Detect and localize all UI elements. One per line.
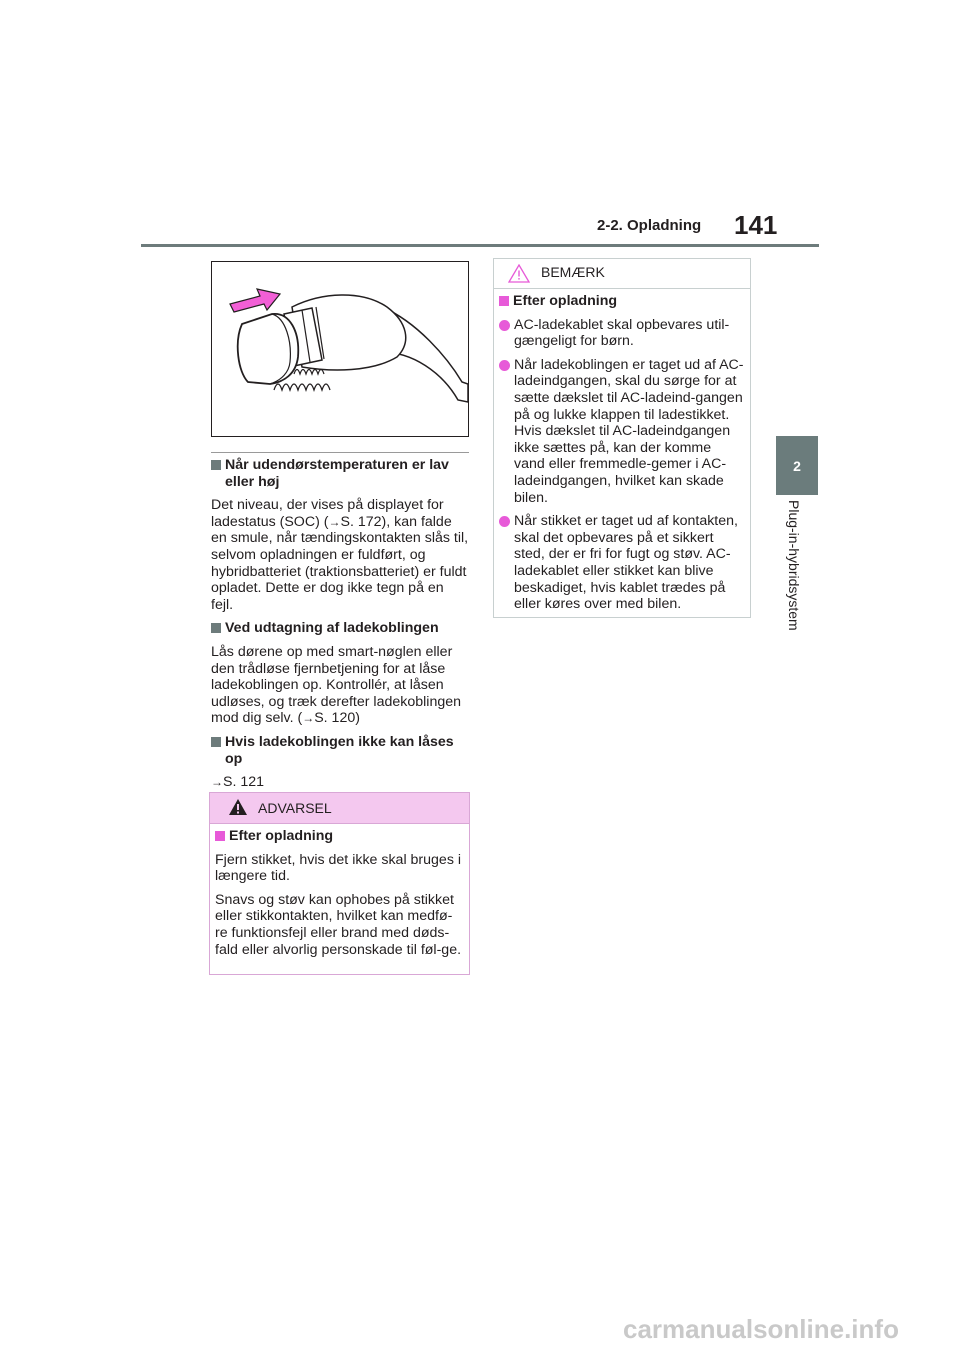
warning-box bbox=[209, 792, 470, 975]
subheading-cannot-unlock: Hvis ladekoblingen ikke kan låses op bbox=[211, 734, 469, 767]
connector-figure bbox=[211, 261, 469, 437]
notice-label: BEMÆRK bbox=[541, 264, 605, 280]
arrow-icon: → bbox=[302, 711, 315, 726]
warning-label: ADVARSEL bbox=[258, 800, 332, 816]
warning-body bbox=[210, 824, 469, 958]
page-reference-link[interactable]: S. 172 bbox=[340, 513, 382, 530]
square-bullet-icon bbox=[211, 737, 221, 747]
chapter-tab bbox=[776, 436, 818, 495]
warning-paragraph: Snavs og støv kan ophobes på stikket eller stikkontakten, hvilket kan medfø-re funktionsfejl eller brand med døds-fald eller alvorlig personskade til føl-ge. bbox=[215, 891, 462, 958]
round-bullet-icon bbox=[499, 320, 510, 331]
round-bullet-icon bbox=[499, 360, 510, 371]
square-bullet-icon bbox=[211, 460, 221, 470]
notice-header bbox=[494, 259, 750, 289]
page-reference-link[interactable]: S. 120 bbox=[314, 710, 356, 727]
charging-connector-icon bbox=[212, 262, 468, 436]
section-divider bbox=[211, 452, 469, 453]
footer-watermark: carmanualsonline.info bbox=[623, 1314, 899, 1344]
square-bullet-icon bbox=[211, 623, 221, 633]
page-number: 141 bbox=[734, 210, 778, 240]
round-bullet-icon bbox=[499, 516, 510, 527]
subheading-low-high-temp: Når udendørstemperaturen er lav eller høj bbox=[211, 457, 469, 490]
notice-box bbox=[493, 258, 751, 618]
arrow-icon: → bbox=[211, 775, 223, 790]
chapter-title-tab bbox=[776, 500, 818, 680]
notice-bullet: AC-ladekablet skal opbevares util-gængeligt for børn. bbox=[499, 317, 745, 350]
notice-bullet: Når stikket er taget ud af kontakten, skal det opbevares på et sikkert sted, der er fri for fugt og støv. AC-ladekablet eller stikket kan blive beskadiget, hvis kablet trædes på eller køres over med bilen. bbox=[499, 513, 745, 613]
page-reference-link[interactable]: S. 121 bbox=[223, 774, 265, 791]
paragraph-reference bbox=[211, 774, 469, 791]
chapter-number: 2 bbox=[793, 457, 801, 474]
warning-paragraph: Fjern stikket, hvis det ikke skal bruges i længere tid. bbox=[215, 851, 462, 885]
subheading-remove-connector: Ved udtagning af ladekoblingen bbox=[211, 620, 469, 637]
square-bullet-icon bbox=[215, 831, 225, 841]
square-bullet-icon bbox=[499, 296, 509, 306]
notice-subheading: Efter opladning bbox=[499, 293, 745, 310]
paragraph-unlock: Lås dørene op med smart-nøglen eller den trådløse fjernbetjening for at låse ladekoblingen op. Kontrollér, at låsen udløses, og træk derefter ladekoblingen mod dig selv. (→S. 120) bbox=[211, 643, 461, 727]
caution-triangle-icon bbox=[508, 264, 530, 283]
warning-triangle-icon bbox=[228, 798, 248, 816]
paragraph-soc: Det niveau, der vises på displayet for ladestatus (SOC) (→S. 172), kan falde en smule, når tændingskontakten slås til, selvom opladningen er fuldført, og hybridbatteriet (traktionsbatteriet) er fuldt opladet. Dette er dog ikke tegn på en fejl. bbox=[211, 497, 469, 613]
section-title: 2-2. Opladning bbox=[597, 217, 702, 234]
notice-bullet: Når ladekoblingen er taget ud af AC-ladeindgangen, skal du sørge for at sætte dækslet til AC-ladeind-gangen på og lukke klappen til ladestikket. Hvis dækslet til AC-ladeindgangen ikke sættes på, kan der komme vand eller fremmedle-gemer i AC-ladeindgangen, hvilket kan skade bilen. bbox=[499, 357, 745, 506]
notice-body bbox=[494, 289, 750, 613]
header-rule bbox=[141, 244, 819, 247]
warning-subheading: Efter opladning bbox=[215, 828, 464, 845]
warning-header bbox=[210, 793, 469, 824]
chapter-title: Plug-in-hybridsystem bbox=[786, 500, 802, 631]
arrow-icon: → bbox=[328, 514, 341, 529]
left-column bbox=[211, 452, 469, 798]
